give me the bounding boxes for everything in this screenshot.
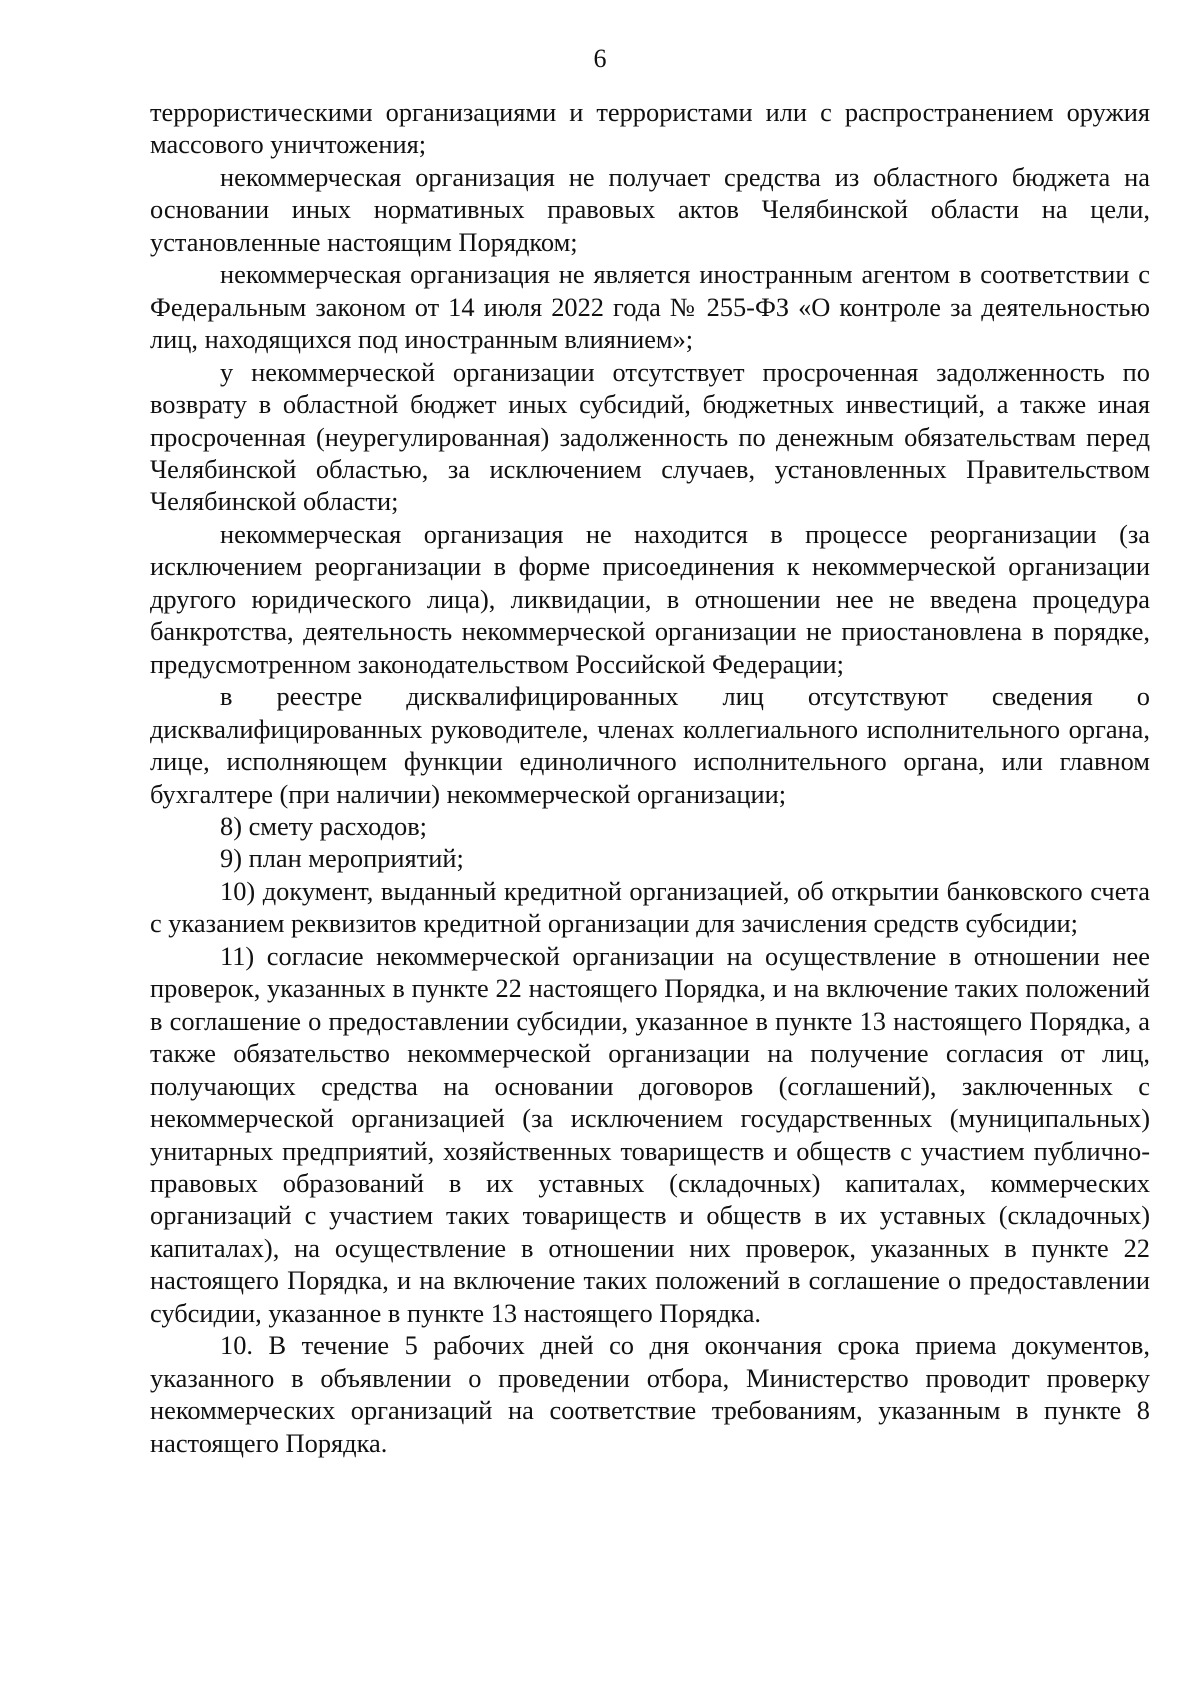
document-body: [150, 96, 1150, 1459]
page-number: 6: [593, 44, 607, 73]
list-item-8-cost-estimate: 8) смету расходов;: [220, 810, 428, 841]
list-item-11-consent-to-inspections: 11) согласие некоммерческой организации на осуществление в отношении нее проверок, указанных в пункте 22 настоящего Порядка, и на включение таких положений в соглашение о предоставлении субсидии, указанное в пункте 13 настоящего Порядка, а также обязательство некоммерческой организации на получение согласия от лиц, получающих средства на основании договоров (соглашений), заключенных с некоммерческой организацией (за исключением государственных (муниципальных) унитарных предприятий, хозяйственных товариществ и обществ с участием публично-правовых образований в их уставных (складочных) капиталах, коммерческих организаций с участием таких товариществ и обществ в их уставных (складочных) капиталах), на осуществление в отношении них проверок, указанных в пункте 22 настоящего Порядка, и на включение таких положений в соглашение о предоставлении субсидии, указанное в пункте 13 настоящего Порядка.: [150, 940, 1150, 1328]
paragraph-terrorism-continuation: террористическими организациями и террористами или с распространением оружия массового уничтожения;: [150, 97, 1150, 160]
clause-10-verification: 10. В течение 5 рабочих дней со дня окончания срока приема документов, указанного в объявлении о проведении отбора, Министерство проводит проверку некоммерческих организаций на соответствие требованиям, указанным в пункте 8 настоящего Порядка.: [150, 1330, 1150, 1458]
list-item-9-event-plan: 9) план мероприятий;: [220, 843, 464, 874]
paragraph-no-disqualified-persons: в реестре дисквалифицированных лиц отсутствуют сведения о дисквалифицированных руководителе, членах коллегиального исполнительного органа, лице, исполняющем функции единоличного исполнительного органа, или главном бухгалтере (при наличии) некоммерческой организации;: [150, 681, 1150, 809]
paragraph-no-other-budget-funds: некоммерческая организация не получает средства из областного бюджета на основании иных нормативных правовых актов Челябинской области на цели, установленные настоящим Порядком;: [150, 161, 1150, 257]
paragraph-no-overdue-debt: у некоммерческой организации отсутствует просроченная задолженность по возврату в областной бюджет иных субсидий, бюджетных инвестиций, а также иная просроченная (неурегулированная) задолженность по денежным обязательствам перед Челябинской областью, за исключением случаев, установленных Правительством Челябинской области;: [150, 356, 1150, 517]
paragraph-not-foreign-agent: некоммерческая организация не является иностранным агентом в соответствии с Федеральным законом от 14 июля 2022 года № 255-ФЗ «О контроле за деятельностью лиц, находящихся под иностранным влиянием»;: [150, 259, 1150, 355]
paragraph-no-reorganization: некоммерческая организация не находится в процессе реорганизации (за исключением реорганизации в форме присоединения к некоммерческой организации другого юридического лица), ликвидации, в отношении нее не введена процедура банкротства, деятельность некоммерческой организации не приостановлена в порядке, предусмотренном законодательством Российской Федерации;: [150, 518, 1150, 679]
list-item-10-bank-account-document: 10) документ, выданный кредитной организацией, об открытии банковского счета с указанием реквизитов кредитной организации для зачисления средств субсидии;: [150, 875, 1150, 939]
